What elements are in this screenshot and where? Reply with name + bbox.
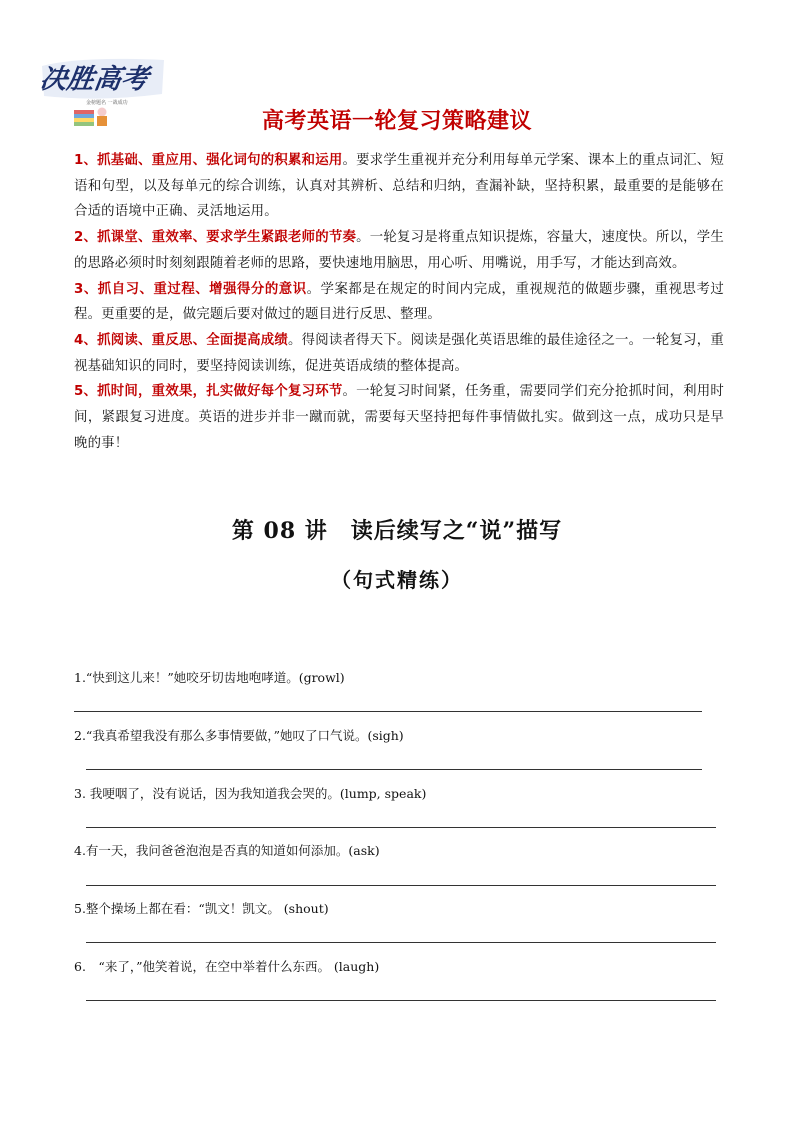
main-title: 高考英语一轮复习策略建议 <box>261 109 532 134</box>
lesson-subtitle: （句式精练） <box>331 568 463 592</box>
strategy-text: 。要求学生重视并充分利用每单元学案、课本上的重点词汇、短语和句型，以及每单元的综合训练，认真对其辨析、总结和归纳，查漏补缺，坚持积累，最重要的是能够在合适的语境中正确、灵活地运用。 <box>74 153 724 220</box>
lesson-title: 第 08 讲 读后续写之“说”描写 <box>231 518 563 544</box>
exercise-prompt: 5.整个操场上都在看：“凯文！凯文。 (shout) <box>74 901 329 916</box>
strategy-heading: 5、抓时间，重效果，扎实做好每个复习环节 <box>74 384 343 400</box>
strategy-item <box>74 379 724 456</box>
logo-text: 决胜高考 <box>40 64 151 95</box>
exercise-prompt: 4.有一天，我问爸爸泡泡是否真的知道如何添加。(ask) <box>74 843 380 858</box>
strategy-heading: 4、抓阅读、重反思、全面提高成绩 <box>74 332 288 348</box>
answer-line[interactable] <box>86 1000 716 1001</box>
strategy-list <box>74 148 724 456</box>
answer-line[interactable] <box>86 769 702 770</box>
exercise-prompt: 2.“我真希望我没有那么多事情要做，”她叹了口气说。(sigh) <box>74 728 404 743</box>
strategy-heading: 1、抓基础、重应用、强化词句的积累和运用 <box>74 153 343 168</box>
strategy-text: 。学案都是在规定的时间内完成，重视规范的做题步骤，重视思考过程。更重要的是，做完题后要对做过的题目进行反思、整理。 <box>74 281 724 323</box>
strategy-text: 。一轮复习时间紧，任务重，需要同学们充分抢抓时间，利用时间，紧跟复习进度。英语的进步并非一蹴而就，需要每天坚持把每件事情做扎实。做到这一点，成功只是早晚的事！ <box>74 384 724 451</box>
answer-line[interactable] <box>86 827 716 828</box>
answer-line[interactable] <box>86 885 716 886</box>
answer-line[interactable] <box>86 942 716 943</box>
exercise-prompt: 6. “来了，”他笑着说，在空中举着什么东西。 (laugh) <box>74 959 380 974</box>
exercise-prompt: 3. 我哽咽了，没有说话，因为我知道我会哭的。(lump, speak) <box>74 786 427 801</box>
exercise-prompt: 1.“快到这儿来！”她咬牙切齿地咆哮道。(growl) <box>74 670 345 685</box>
strategy-text: 。一轮复习是将重点知识提炼，容量大，速度快。所以，学生的思路必须时时刻刻跟随着老师的思路，要快速地用脑思，用心听、用嘴说，用手写，才能达到高效。 <box>74 230 725 271</box>
strategy-item <box>74 225 724 276</box>
strategy-heading: 3、抓自习、重过程、增强得分的意识 <box>74 281 307 297</box>
strategy-text: 。得阅读者得天下。阅读是强化英语思维的最佳途径之一。一轮复习，重视基础知识的同时，要坚持阅读训练，促进英语成绩的整体提高。 <box>74 332 724 374</box>
logo-small-text: 金榜题名 一战成功 <box>86 100 128 106</box>
strategy-item <box>74 277 724 328</box>
strategy-item <box>74 328 724 379</box>
answer-line[interactable] <box>74 711 702 712</box>
strategy-heading: 2、抓课堂、重效率、要求学生紧跟老师的节奏 <box>74 230 357 246</box>
strategy-item <box>74 148 724 225</box>
